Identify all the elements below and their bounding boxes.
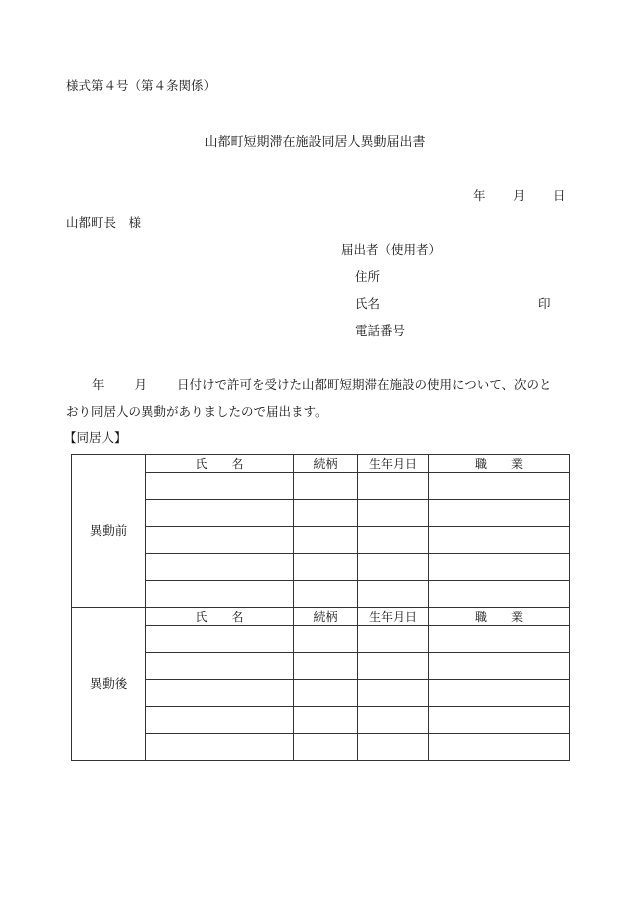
column-header-birthdate: 生年月日 xyxy=(358,608,429,626)
name-label: 氏名 xyxy=(355,296,381,311)
section-label: 【同居人】 xyxy=(64,430,127,445)
cell-relation[interactable] xyxy=(294,500,358,527)
column-header-occupation: 職 業 xyxy=(429,455,570,473)
address-label: 住所 xyxy=(355,269,381,284)
cell-occupation[interactable] xyxy=(429,473,570,500)
date-year-label: 年 xyxy=(473,188,486,203)
cell-birthdate[interactable] xyxy=(358,581,429,608)
body-text: 日付けで許可を受けた山都町短期滞在施設の使用について、次のと xyxy=(177,377,552,392)
body-line-2: おり同居人の異動がありましたので届出ます。 xyxy=(66,404,328,419)
column-header-name: 氏 名 xyxy=(146,455,294,473)
cell-birthdate[interactable] xyxy=(358,653,429,680)
cell-occupation[interactable] xyxy=(429,500,570,527)
table-row xyxy=(72,473,570,500)
group-label-before: 異動前 xyxy=(72,455,146,608)
cell-relation[interactable] xyxy=(294,473,358,500)
cell-birthdate[interactable] xyxy=(358,707,429,734)
document-title: 山都町短期滞在施設同居人異動届出書 xyxy=(204,135,426,150)
cell-birthdate[interactable] xyxy=(358,734,429,761)
cell-birthdate[interactable] xyxy=(358,473,429,500)
cell-birthdate[interactable] xyxy=(358,554,429,581)
body-month: 月 xyxy=(134,377,148,392)
column-header-birthdate: 生年月日 xyxy=(358,455,429,473)
table-row xyxy=(72,554,570,581)
cell-name[interactable] xyxy=(146,473,294,500)
column-header-name: 氏 名 xyxy=(146,608,294,626)
cell-birthdate[interactable] xyxy=(358,626,429,653)
cell-name[interactable] xyxy=(146,734,294,761)
table-row xyxy=(72,500,570,527)
seal-mark: 印 xyxy=(538,296,551,311)
body-year: 年 xyxy=(92,377,105,392)
cohabitant-table xyxy=(71,454,570,761)
cell-relation[interactable] xyxy=(294,554,358,581)
cell-relation[interactable] xyxy=(294,734,358,761)
applicant-heading: 届出者（使用者） xyxy=(341,242,442,257)
cell-occupation[interactable] xyxy=(429,626,570,653)
table-row xyxy=(72,680,570,707)
body-line-1 xyxy=(66,379,552,392)
date-day-label: 日 xyxy=(553,188,566,203)
cell-occupation[interactable] xyxy=(429,734,570,761)
cell-relation[interactable] xyxy=(294,581,358,608)
cell-name[interactable] xyxy=(146,581,294,608)
cell-name[interactable] xyxy=(146,680,294,707)
phone-label: 電話番号 xyxy=(355,323,406,338)
table-row xyxy=(72,707,570,734)
group-label-after: 異動後 xyxy=(72,608,146,761)
cell-occupation[interactable] xyxy=(429,527,570,554)
cell-name[interactable] xyxy=(146,626,294,653)
cell-birthdate[interactable] xyxy=(358,527,429,554)
cell-name[interactable] xyxy=(146,707,294,734)
table-row xyxy=(72,653,570,680)
form-number-label: 様式第４号（第４条関係） xyxy=(66,78,217,93)
table-row xyxy=(72,527,570,554)
cell-occupation[interactable] xyxy=(429,554,570,581)
date-month-label: 月 xyxy=(513,188,526,203)
cell-relation[interactable] xyxy=(294,680,358,707)
cell-relation[interactable] xyxy=(294,707,358,734)
cell-relation[interactable] xyxy=(294,626,358,653)
cell-birthdate[interactable] xyxy=(358,500,429,527)
cell-name[interactable] xyxy=(146,527,294,554)
column-header-relation: 続柄 xyxy=(294,455,358,473)
table-row xyxy=(72,734,570,761)
cell-name[interactable] xyxy=(146,500,294,527)
cell-name[interactable] xyxy=(146,653,294,680)
table-row xyxy=(72,581,570,608)
cell-relation[interactable] xyxy=(294,527,358,554)
cell-occupation[interactable] xyxy=(429,680,570,707)
addressee: 山都町長 様 xyxy=(66,215,142,230)
cell-birthdate[interactable] xyxy=(358,680,429,707)
column-header-occupation: 職 業 xyxy=(429,608,570,626)
table-row xyxy=(72,626,570,653)
cell-occupation[interactable] xyxy=(429,707,570,734)
column-header-relation: 続柄 xyxy=(294,608,358,626)
cell-name[interactable] xyxy=(146,554,294,581)
cell-relation[interactable] xyxy=(294,653,358,680)
cell-occupation[interactable] xyxy=(429,653,570,680)
cell-occupation[interactable] xyxy=(429,581,570,608)
